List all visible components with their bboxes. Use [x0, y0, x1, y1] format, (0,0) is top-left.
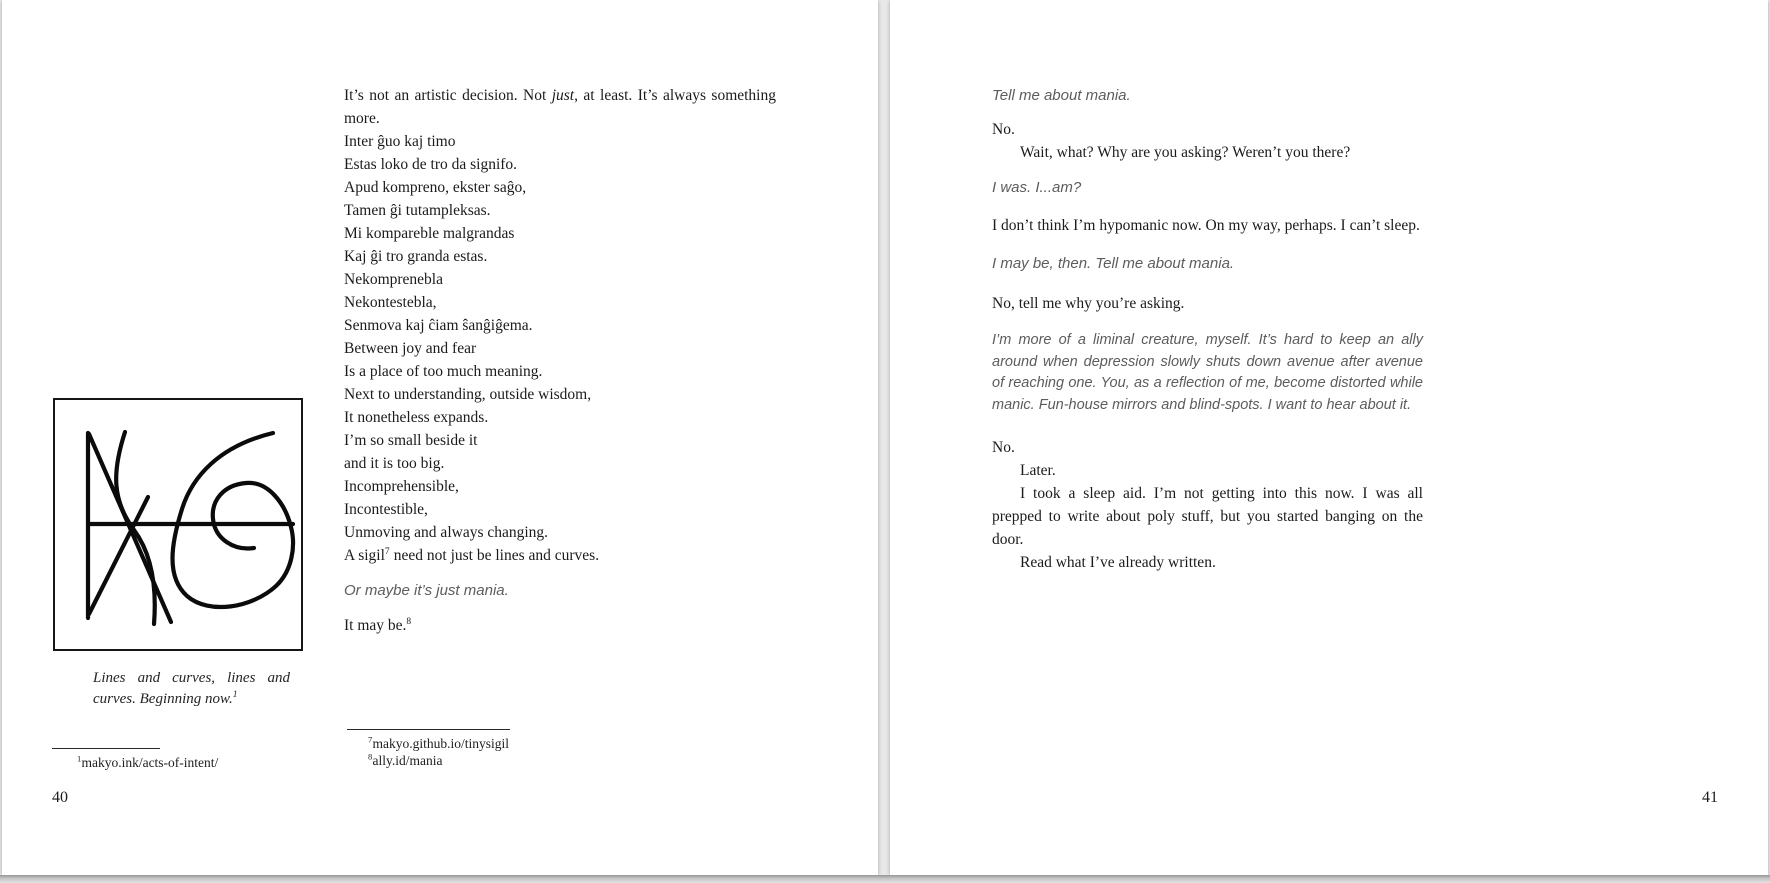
poem-line-esperanto: Kaj ĝi tro granda estas.: [344, 248, 488, 265]
footnote-url-7: makyo.github.io/tinysigil: [372, 736, 509, 751]
poem-line-english: Unmoving and always changing.: [344, 524, 549, 541]
dialogue-wait-line: Wait, what? Why are you asking? Weren’t you there?: [1020, 144, 1351, 161]
poem-stanza-english: [344, 337, 776, 544]
reader-bottom-edge: [0, 875, 1770, 883]
footnote-marker-7: 7: [384, 546, 390, 557]
dialogue-hypomanic-paragraph: I don’t think I’m hypomanic now. On my way, perhaps. I can’t sleep.: [992, 217, 1420, 234]
footnote-block-figure: [52, 748, 272, 771]
dialogue-read-line: Read what I’ve already written.: [1020, 554, 1216, 571]
footnote-item-8: [347, 752, 567, 769]
footnote-marker-8: 8: [406, 616, 412, 627]
dialogue-ally-or-maybe: Or maybe it’s just mania.: [344, 582, 509, 599]
dialogue-ally-liminal-paragraph: I’m more of a liminal creature, myself. It’s hard to keep an ally around when depression slowly shuts down avenue after avenue of reaching one. You, as a reflection of me, become distorted while manic. Fun-house mirrors and blind-spots. I want to hear about it.: [992, 332, 1423, 413]
right-text-column: [992, 84, 1423, 574]
poem-line-english: Between joy and fear: [344, 340, 477, 357]
poem-line-english: and it is too big.: [344, 455, 445, 472]
dialogue-later-line: Later.: [1020, 462, 1056, 479]
dialogue-ally-i-was: I was. I...am?: [992, 179, 1082, 196]
dialogue-narrator-group-1: [992, 118, 1423, 164]
dialogue-narrator-group-2: [992, 436, 1423, 574]
sigil-return-stroke: [89, 497, 148, 614]
footnote-url-8: ally.id/mania: [372, 753, 443, 768]
intro-text-pre: It’s not an artistic decision. Not: [344, 87, 552, 104]
dialogue-no-line: No.: [992, 121, 1015, 138]
footnote-item-1: [52, 754, 272, 771]
poem-line-english: Incontestible,: [344, 501, 428, 518]
poem-line-english: It nonetheless expands.: [344, 409, 489, 426]
page-number-40: 40: [52, 789, 68, 806]
figure-caption-line1: Lines and curves, lines and: [93, 670, 290, 686]
intro-paragraph: [344, 84, 776, 130]
sigil-sentence: [344, 544, 776, 567]
poem-line-esperanto: Nekontestebla,: [344, 294, 437, 311]
poem-stanza-esperanto: [344, 130, 776, 337]
poem-line-esperanto: Mi kompareble malgrandas: [344, 225, 515, 242]
poem-line-esperanto: Estas loko de tro da signifo.: [344, 156, 518, 173]
intro-italic-word: just: [551, 87, 575, 104]
footnote-item-7: [347, 735, 567, 752]
footnote-rule: [347, 729, 510, 730]
sigil-drawing: [55, 400, 301, 649]
dialogue-ally-i-may-be: I may be, then. Tell me about mania.: [992, 255, 1235, 272]
poem-line-english: Is a place of too much meaning.: [344, 363, 543, 380]
poem-line-esperanto: Apud kompreno, ekster saĝo,: [344, 179, 527, 196]
sigil-frame: [53, 398, 303, 651]
poem-line-esperanto: Nekomprenebla: [344, 271, 443, 288]
footnote-number-1: 1: [77, 753, 82, 764]
sigil-sentence-pre: A sigil: [344, 547, 385, 564]
poem-line-english: I’m so small beside it: [344, 432, 478, 449]
it-may-be-text: It may be.: [344, 617, 407, 634]
poem-line-esperanto: Senmova kaj ĉiam ŝanĝiĝema.: [344, 317, 533, 334]
page-right: [890, 0, 1768, 875]
poem-line-esperanto: Tamen ĝi tutampleksas.: [344, 202, 491, 219]
figure-caption: [93, 668, 290, 710]
figure-caption-line2-text: curves. Beginning now.: [93, 691, 233, 707]
intro-text-post: , at least. It’s always something more.: [344, 87, 776, 127]
page-left: [2, 0, 878, 875]
dialogue-ally-tell-me: Tell me about mania.: [992, 87, 1131, 104]
poem-line-english: Next to understanding, outside wisdom,: [344, 386, 592, 403]
footnote-url-1: makyo.ink/acts-of-intent/: [81, 755, 219, 770]
poem-line-esperanto: Inter ĝuo kaj timo: [344, 133, 456, 150]
dialogue-no-tell-line: No, tell me why you’re asking.: [992, 295, 1185, 312]
page-number-41: 41: [1702, 789, 1718, 806]
dialogue-no-line-2: No.: [992, 439, 1015, 456]
sigil-sentence-post: need not just be lines and curves.: [389, 547, 600, 564]
figure-caption-line2: [93, 689, 290, 710]
footnote-rule: [52, 748, 160, 749]
poem-line-english: Incomprehensible,: [344, 478, 459, 495]
footnote-number-7: 7: [368, 734, 373, 745]
left-text-column: [344, 84, 776, 637]
footnote-marker-1: 1: [232, 690, 238, 700]
sigil-bow-curve: [116, 432, 155, 624]
sigil-spiral-curve: [173, 433, 294, 607]
it-may-be-line: [344, 614, 776, 637]
footnote-block-text: [347, 729, 567, 769]
footnote-number-8: 8: [368, 751, 373, 762]
sigil-figure: [53, 398, 303, 651]
dialogue-sleep-aid-paragraph: I took a sleep aid. I’m not getting into this now. I was all prepped to write about poly stuff, but you started banging on the door.: [992, 485, 1423, 548]
